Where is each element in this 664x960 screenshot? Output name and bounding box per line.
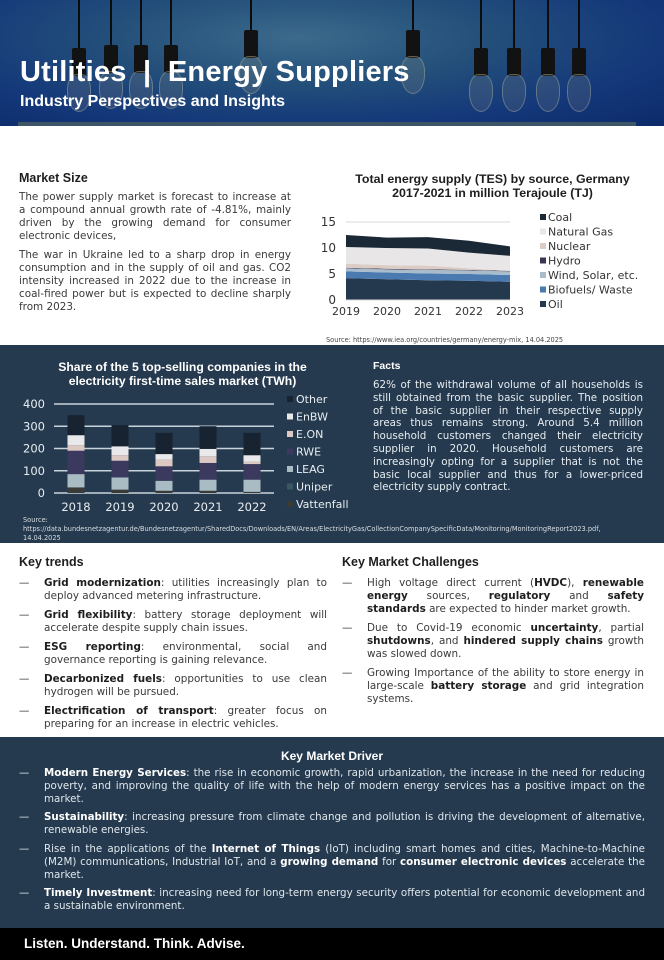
list-item bbox=[19, 641, 327, 667]
bar-segment-rwe bbox=[244, 464, 261, 480]
legend-label: Coal bbox=[548, 211, 573, 224]
dash-bullet-icon: — bbox=[19, 767, 30, 779]
bulb-glass bbox=[469, 74, 493, 112]
list-item bbox=[19, 811, 645, 837]
bar-segment-rwe bbox=[68, 451, 85, 474]
list-text: growth was slowed down. bbox=[367, 635, 644, 660]
bar-segment-e-on bbox=[112, 455, 129, 461]
list-text: : greater focus on preparing for an increase in electric vehicles. bbox=[44, 705, 327, 730]
page-header bbox=[0, 0, 664, 126]
key-trends-heading: Key trends bbox=[19, 555, 84, 569]
footer-tagline: Listen. Understand. Think. Advise. bbox=[24, 936, 245, 951]
bar-segment-enbw bbox=[112, 446, 129, 455]
legend-swatch bbox=[287, 484, 293, 490]
legend-swatch bbox=[540, 214, 546, 220]
legend-label: RWE bbox=[296, 445, 322, 459]
emphasis-text: growing demand bbox=[280, 855, 379, 868]
key-trends-section bbox=[19, 555, 327, 737]
list-text: , and bbox=[430, 635, 464, 647]
bulb-glass bbox=[536, 74, 560, 112]
emphasis-text: uncertainty bbox=[530, 622, 599, 634]
bulb-socket bbox=[541, 48, 555, 76]
legend-label: Nuclear bbox=[548, 240, 591, 253]
emphasis-text: Decarbonized fuels bbox=[44, 673, 162, 685]
legend-label: Natural Gas bbox=[548, 225, 614, 239]
y-tick-label: 100 bbox=[23, 463, 45, 478]
list-text: (IoT) including smart homes and cities, Machine-to-Machine (M2M) communications, Industrial IoT, and a bbox=[44, 842, 645, 868]
market-size-paragraph: The war in Ukraine led to a sharp drop in energy consumption and in the supply of oil and gas. CO2 intensity increased in 2022 due to the increase in coal-fired power but is expected to decline sharply from 2023. bbox=[19, 249, 291, 313]
bulb-cord bbox=[480, 0, 482, 48]
key-driver-list bbox=[19, 767, 645, 919]
bar-segment-enbw bbox=[156, 454, 173, 460]
y-tick-label: 0 bbox=[328, 293, 336, 307]
key-challenges-section bbox=[342, 555, 644, 712]
emphasis-text: safety standards bbox=[367, 590, 645, 615]
legend-swatch bbox=[540, 272, 546, 278]
bar-segment-e-on bbox=[200, 456, 217, 463]
x-tick-label: 2020 bbox=[373, 305, 401, 318]
emphasis-text: regulatory bbox=[488, 590, 551, 602]
bar-segment-vattenfall bbox=[156, 491, 173, 493]
bar-segment-other bbox=[112, 425, 129, 446]
legend-label: Vattenfall bbox=[296, 498, 349, 511]
companies-bar-chart bbox=[14, 388, 366, 516]
bulb-cord bbox=[110, 0, 112, 45]
key-trends-list bbox=[19, 577, 327, 731]
bulb-cord bbox=[250, 0, 252, 30]
list-text: for bbox=[378, 855, 401, 868]
bar-segment-other bbox=[200, 426, 217, 449]
bulb-glass bbox=[567, 74, 591, 112]
emphasis-text: HVDC bbox=[534, 577, 568, 589]
list-item bbox=[19, 609, 327, 635]
list-text: : battery storage deployment will accelerate despite supply chain issues. bbox=[44, 609, 327, 634]
legend-swatch bbox=[540, 243, 546, 249]
legend-swatch bbox=[540, 258, 546, 264]
y-tick-label: 0 bbox=[37, 486, 45, 500]
legend-label: Wind, Solar, etc. bbox=[548, 269, 639, 282]
legend-label: Uniper bbox=[296, 480, 333, 494]
dash-bullet-icon: — bbox=[19, 641, 30, 653]
legend-label: Biofuels/ Waste bbox=[548, 283, 633, 297]
bar-segment-other bbox=[244, 433, 261, 455]
y-tick-label: 400 bbox=[23, 397, 45, 411]
x-tick-label: 2019 bbox=[105, 500, 135, 514]
x-tick-label: 2022 bbox=[237, 500, 267, 514]
y-tick-label: 5 bbox=[328, 267, 336, 281]
facts-text: 62% of the withdrawal volume of all households is still obtained from the basic supplier. The position of the basic supplier in their respective supply areas thus remains strong. Around 5.4 million household customers changed their electricity supplier in 2020. Household customers are increasingly opting for a supplier that is not the basic local supplier and thus for a lower-priced electricity supply contract. bbox=[373, 379, 643, 494]
bar-segment-leag bbox=[112, 477, 129, 489]
bar-segment-vattenfall bbox=[200, 491, 217, 493]
bulb-socket bbox=[244, 30, 258, 58]
emphasis-text: consumer electronic devices bbox=[400, 855, 567, 868]
facts-heading: Facts bbox=[373, 360, 401, 372]
bar-segment-leag bbox=[68, 474, 85, 487]
list-item bbox=[342, 622, 644, 661]
emphasis-text: Grid flexibility bbox=[44, 609, 133, 621]
legend-label: E.ON bbox=[296, 428, 324, 441]
y-tick-label: 300 bbox=[23, 419, 45, 434]
list-item bbox=[19, 673, 327, 699]
legend-swatch bbox=[287, 431, 293, 437]
list-item bbox=[342, 667, 644, 706]
list-text: are expected to hinder market growth. bbox=[425, 603, 631, 615]
y-tick-label: 200 bbox=[23, 441, 45, 456]
bar-segment-vattenfall bbox=[112, 490, 129, 493]
x-tick-label: 2022 bbox=[455, 305, 483, 318]
tes-area-chart bbox=[318, 210, 658, 320]
tes-chart-title: Total energy supply (TES) by source, Germany 2017-2021 in million Terajoule (TJ) bbox=[355, 172, 630, 200]
bar-segment-rwe bbox=[200, 463, 217, 480]
x-tick-label: 2018 bbox=[61, 500, 91, 514]
list-text: : environmental, social and governance reporting is gaining relevance. bbox=[44, 641, 327, 666]
bar-segment-e-on bbox=[156, 460, 173, 467]
legend-swatch bbox=[540, 301, 546, 307]
bar-segment-enbw bbox=[244, 455, 261, 462]
list-text: Growing Importance of the ability to store energy in large-scale bbox=[367, 667, 644, 692]
bar-segment-rwe bbox=[112, 461, 129, 478]
list-text: : increasing need for long-term energy security offers potential for economic development and a sustainable environment. bbox=[44, 887, 645, 913]
bulb-socket bbox=[507, 48, 521, 76]
emphasis-text: ESG reporting bbox=[44, 641, 141, 653]
dash-bullet-icon: — bbox=[19, 577, 30, 589]
facts-section bbox=[373, 360, 643, 494]
legend-swatch bbox=[287, 449, 293, 455]
footer bbox=[0, 928, 664, 960]
legend-swatch bbox=[540, 287, 546, 293]
dash-bullet-icon: — bbox=[19, 811, 30, 824]
legend-label: LEAG bbox=[296, 463, 325, 476]
x-tick-label: 2019 bbox=[332, 305, 360, 318]
bar-segment-rwe bbox=[156, 466, 173, 480]
bar-segment-e-on bbox=[68, 445, 85, 451]
emphasis-text: shutdowns bbox=[367, 635, 431, 647]
emphasis-text: Internet of Things bbox=[211, 842, 321, 855]
dash-bullet-icon: — bbox=[342, 622, 353, 634]
list-text: and bbox=[550, 590, 608, 602]
bar-segment-other bbox=[156, 433, 173, 454]
market-size-section bbox=[19, 171, 291, 314]
header-divider bbox=[18, 122, 636, 126]
bulb-cord bbox=[578, 0, 580, 48]
emphasis-text: Modern Energy Services bbox=[44, 767, 187, 779]
emphasis-text: Timely Investment bbox=[44, 887, 153, 900]
legend-label: Other bbox=[296, 393, 328, 406]
key-challenges-list bbox=[342, 577, 644, 706]
list-text: : utilities increasingly plan to deploy advanced metering infrastructure. bbox=[44, 577, 327, 602]
emphasis-text: battery storage bbox=[430, 680, 527, 692]
list-item bbox=[19, 767, 645, 805]
key-driver-section bbox=[0, 737, 664, 928]
list-text: High voltage direct current ( bbox=[367, 577, 535, 589]
list-text: Rise in the applications of the bbox=[44, 842, 212, 855]
dash-bullet-icon: — bbox=[19, 887, 30, 900]
page-title: Utilities | Energy Suppliers bbox=[20, 56, 410, 88]
legend-swatch bbox=[287, 501, 293, 507]
bar-segment-leag bbox=[156, 481, 173, 491]
key-driver-heading: Key Market Driver bbox=[280, 749, 384, 763]
bulb-socket bbox=[572, 48, 586, 76]
bar-chart-source: Source: https://data.bundesnetzagentur.de/Bundesnetzagentur/SharedDocs/Downloads/EN/Areas/ElectricityGas/CollectionCompanySpecificData/Monitoring/MonitoringReport2023.pdf, 14.04.2025 bbox=[23, 516, 601, 542]
bar-segment-leag bbox=[244, 480, 261, 492]
list-text: : opportunities to use clean hydrogen will be pursued. bbox=[44, 673, 327, 698]
dash-bullet-icon: — bbox=[19, 609, 30, 621]
market-size-heading: Market Size bbox=[19, 171, 88, 185]
key-challenges-heading: Key Market Challenges bbox=[342, 555, 479, 569]
list-text: : increasing pressure from climate change and pollution is driving the development of alternative, renewable energies. bbox=[44, 811, 645, 837]
emphasis-text: Electrification of transport bbox=[44, 705, 214, 717]
bar-segment-enbw bbox=[68, 435, 85, 445]
emphasis-text: renewable energy bbox=[367, 577, 644, 602]
dash-bullet-icon: — bbox=[19, 842, 30, 855]
legend-swatch bbox=[287, 396, 293, 402]
bulb-cord bbox=[140, 0, 142, 45]
legend-label: Oil bbox=[548, 298, 563, 311]
dash-bullet-icon: — bbox=[342, 667, 353, 679]
legend-swatch bbox=[287, 466, 293, 472]
area-series-oil bbox=[346, 278, 510, 300]
bar-segment-enbw bbox=[200, 449, 217, 456]
bar-segment-vattenfall bbox=[244, 492, 261, 493]
emphasis-text: Grid modernization bbox=[44, 577, 161, 589]
bar-segment-e-on bbox=[244, 462, 261, 464]
dash-bullet-icon: — bbox=[19, 673, 30, 685]
list-text: : the rise in economic growth, rapid urbanization, the increase in the need for reducing poverty, and improving the quality of life with the help of modern energy services has a positive impact on the market. bbox=[44, 767, 645, 805]
x-tick-label: 2021 bbox=[193, 500, 223, 514]
legend-label: EnBW bbox=[296, 410, 328, 424]
list-text: ), bbox=[567, 577, 583, 589]
list-item bbox=[19, 705, 327, 731]
bar-segment-other bbox=[68, 415, 85, 435]
list-item bbox=[342, 577, 644, 616]
bar-chart-title: Share of the 5 top-selling companies in the electricity first-time sales market (TWh) bbox=[58, 360, 307, 388]
legend-swatch bbox=[287, 414, 293, 420]
list-item bbox=[19, 577, 327, 603]
y-tick-label: 15 bbox=[320, 215, 336, 229]
list-item bbox=[19, 887, 645, 913]
x-tick-label: 2021 bbox=[414, 305, 442, 318]
list-text: and grid integration systems. bbox=[367, 680, 644, 705]
dash-bullet-icon: — bbox=[342, 577, 353, 589]
bulb-socket bbox=[474, 48, 488, 76]
bulb-cord bbox=[170, 0, 172, 45]
x-tick-label: 2023 bbox=[496, 305, 524, 318]
bulb-cord bbox=[78, 0, 80, 48]
list-text: , partial bbox=[598, 622, 644, 634]
bulb-cord bbox=[513, 0, 515, 48]
y-tick-label: 10 bbox=[320, 241, 336, 255]
list-item bbox=[19, 843, 645, 881]
bulb-glass bbox=[502, 74, 526, 112]
x-tick-label: 2020 bbox=[149, 500, 179, 514]
emphasis-text: hindered supply chains bbox=[463, 635, 603, 647]
tes-chart-source: Source: https://www.iea.org/countries/germany/energy-mix, 14.04.2025 bbox=[326, 336, 564, 344]
legend-label: Hydro bbox=[548, 254, 581, 268]
legend-swatch bbox=[540, 229, 546, 235]
bar-segment-leag bbox=[200, 480, 217, 491]
bar-segment-vattenfall bbox=[68, 487, 85, 493]
page-subtitle: Industry Perspectives and Insights bbox=[20, 93, 285, 110]
list-text: accelerate the market. bbox=[44, 855, 645, 881]
dash-bullet-icon: — bbox=[19, 705, 30, 717]
market-size-paragraph: The power supply market is forecast to increase at a compound annual growth rate of -4.81%, mainly driven by the growing demand for consumer electronic devices, bbox=[19, 191, 291, 242]
emphasis-text: Sustainability bbox=[44, 811, 125, 824]
list-text: Due to Covid-19 economic bbox=[367, 622, 531, 634]
list-text: sources, bbox=[407, 590, 489, 602]
bulb-cord bbox=[412, 0, 414, 30]
bulb-socket bbox=[406, 30, 420, 58]
bulb-cord bbox=[547, 0, 549, 48]
